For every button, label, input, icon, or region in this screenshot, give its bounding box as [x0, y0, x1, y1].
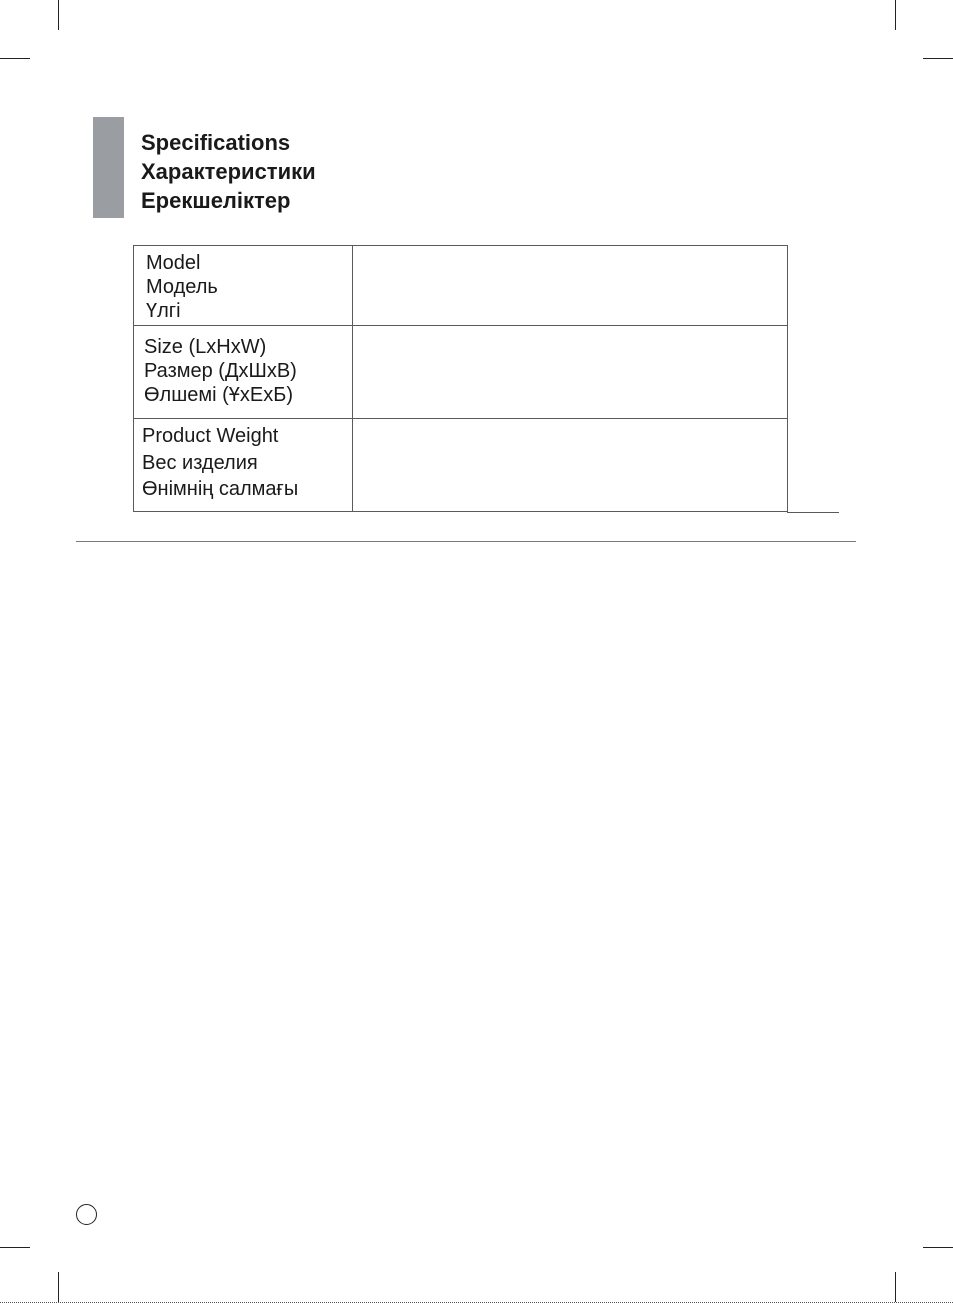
table-bottom-extension-line: [787, 512, 839, 513]
page-number-circle-icon: [76, 1204, 97, 1225]
heading-line-english: Specifications: [141, 130, 291, 155]
section-heading: [141, 128, 316, 215]
model-label-cell: [134, 246, 353, 326]
weight-label-ru: Вес изделия: [142, 451, 258, 474]
size-label-cell: [134, 326, 353, 419]
model-value-cell: [353, 246, 788, 326]
model-label-kz: Үлгі: [146, 300, 181, 322]
specifications-table: [133, 245, 788, 512]
heading-line-russian: Характеристики: [141, 159, 316, 184]
weight-label-kz: Өнімнің салмағы: [142, 478, 299, 500]
model-label-ru: Модель: [146, 276, 218, 298]
crop-mark-top-right: [923, 58, 953, 59]
model-label-en: Model: [146, 252, 201, 274]
size-value-cell: [353, 326, 788, 419]
table-row-weight: [134, 419, 788, 512]
table-row-size: [134, 326, 788, 419]
weight-label-cell: [134, 419, 353, 512]
crop-mark-top-left: [0, 58, 30, 59]
crop-mark-bottom-left: [58, 1272, 59, 1302]
size-label-kz: Өлшемі (ҰхЕхБ): [144, 384, 294, 406]
size-label-ru: Размер (ДхШхВ): [144, 360, 297, 382]
crop-mark-bottom-right: [923, 1247, 953, 1248]
crop-mark-top-right: [895, 0, 896, 30]
crop-mark-bottom-left: [0, 1247, 30, 1248]
heading-line-kazakh: Ерекшеліктер: [141, 188, 291, 213]
crop-mark-bottom-right: [895, 1272, 896, 1302]
size-label-en: Size (LxHxW): [144, 336, 267, 358]
horizontal-divider: [76, 541, 856, 542]
weight-label-en: Product Weight: [142, 425, 279, 447]
weight-value-cell: [353, 419, 788, 512]
page-trim-dotted-line: [0, 1302, 953, 1303]
crop-mark-top-left: [58, 0, 59, 30]
table-row-model: [134, 246, 788, 326]
section-accent-bar: [93, 117, 124, 218]
